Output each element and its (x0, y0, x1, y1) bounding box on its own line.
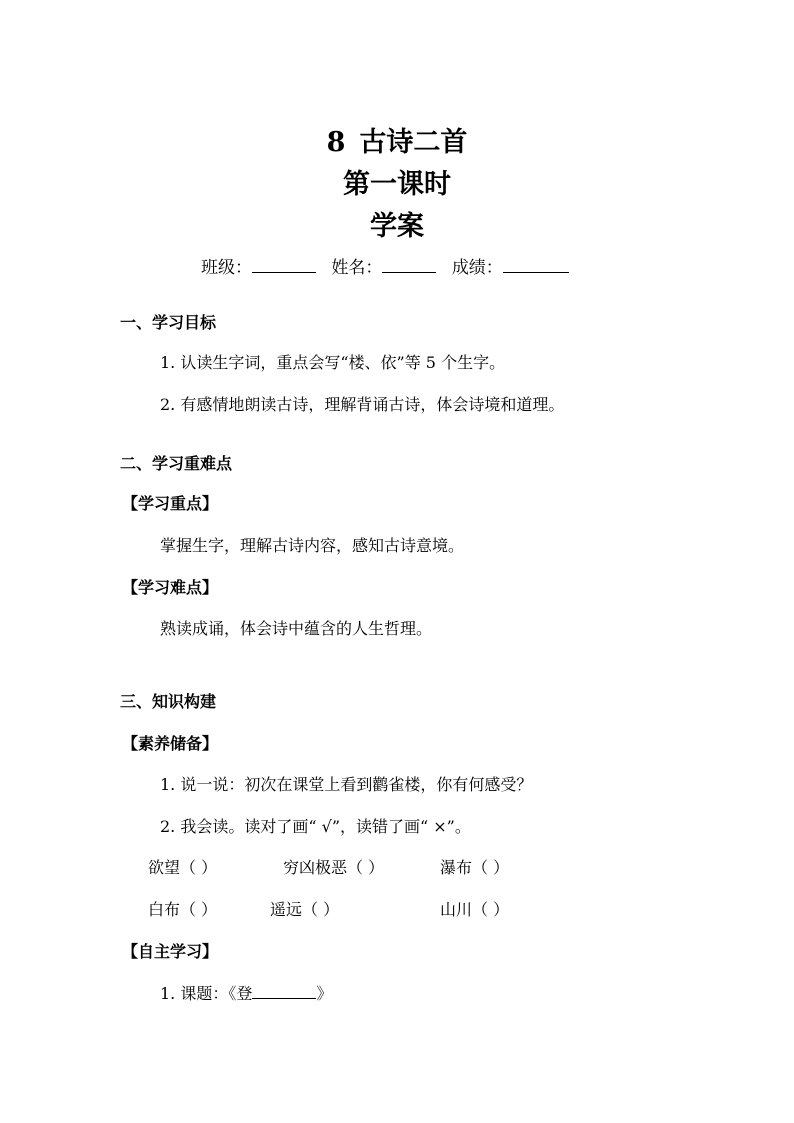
word-item: 遥远（ ） (270, 900, 340, 919)
section1-item-1: 1. 认读生字词，重点会写“楼、依”等 5 个生字。 (160, 353, 506, 372)
score-blank[interactable] (503, 258, 569, 273)
word-item: 欲望（ ） (148, 858, 218, 877)
name-blank[interactable] (382, 258, 436, 273)
section1-item-2: 2. 有感情地朗读古诗，理解背诵古诗，体会诗境和道理。 (160, 395, 565, 414)
question-1: 1. 说一说：初次在课堂上看到鹳雀楼，你有何感受？ (160, 775, 533, 794)
period-title: 第一课时 (343, 169, 451, 200)
word-item: 山川（ ） (440, 900, 510, 919)
word-item: 白布（ ） (148, 900, 218, 919)
self-study-label: 【自主学习】 (122, 942, 219, 961)
topic-prefix: 1. 课题：《登 (160, 984, 253, 1003)
section1-heading: 一、学习目标 (120, 313, 217, 332)
info-line (201, 253, 569, 278)
class-blank[interactable] (252, 258, 316, 273)
lesson-number: 8 (326, 127, 346, 158)
word-item: 穷凶极恶（ ） (283, 858, 385, 877)
lesson-title: 古诗二首 (359, 127, 468, 158)
topic-suffix: 》 (316, 984, 333, 1003)
topic-line (160, 981, 332, 1004)
doc-type-title: 学案 (370, 211, 424, 242)
section3-heading: 三、知识构建 (120, 692, 217, 711)
key-points-text: 掌握生字，理解古诗内容，感知古诗意境。 (160, 536, 465, 555)
difficulty-label: 【学习难点】 (122, 578, 219, 597)
score-label: 成绩： (451, 258, 503, 278)
topic-blank[interactable] (252, 984, 316, 999)
reserve-label: 【素养储备】 (122, 734, 219, 753)
key-points-label: 【学习重点】 (122, 494, 219, 513)
lesson-title-line (0, 120, 794, 159)
class-label: 班级： (201, 258, 252, 278)
word-item: 瀑布（ ） (440, 858, 510, 877)
name-label: 姓名： (331, 258, 383, 278)
question-2: 2. 我会读。读对了画“ √”，读错了画“ ×”。 (160, 817, 471, 836)
section2-heading: 二、学习重难点 (120, 454, 233, 473)
difficulty-text: 熟读成诵，体会诗中蕴含的人生哲理。 (160, 619, 433, 638)
